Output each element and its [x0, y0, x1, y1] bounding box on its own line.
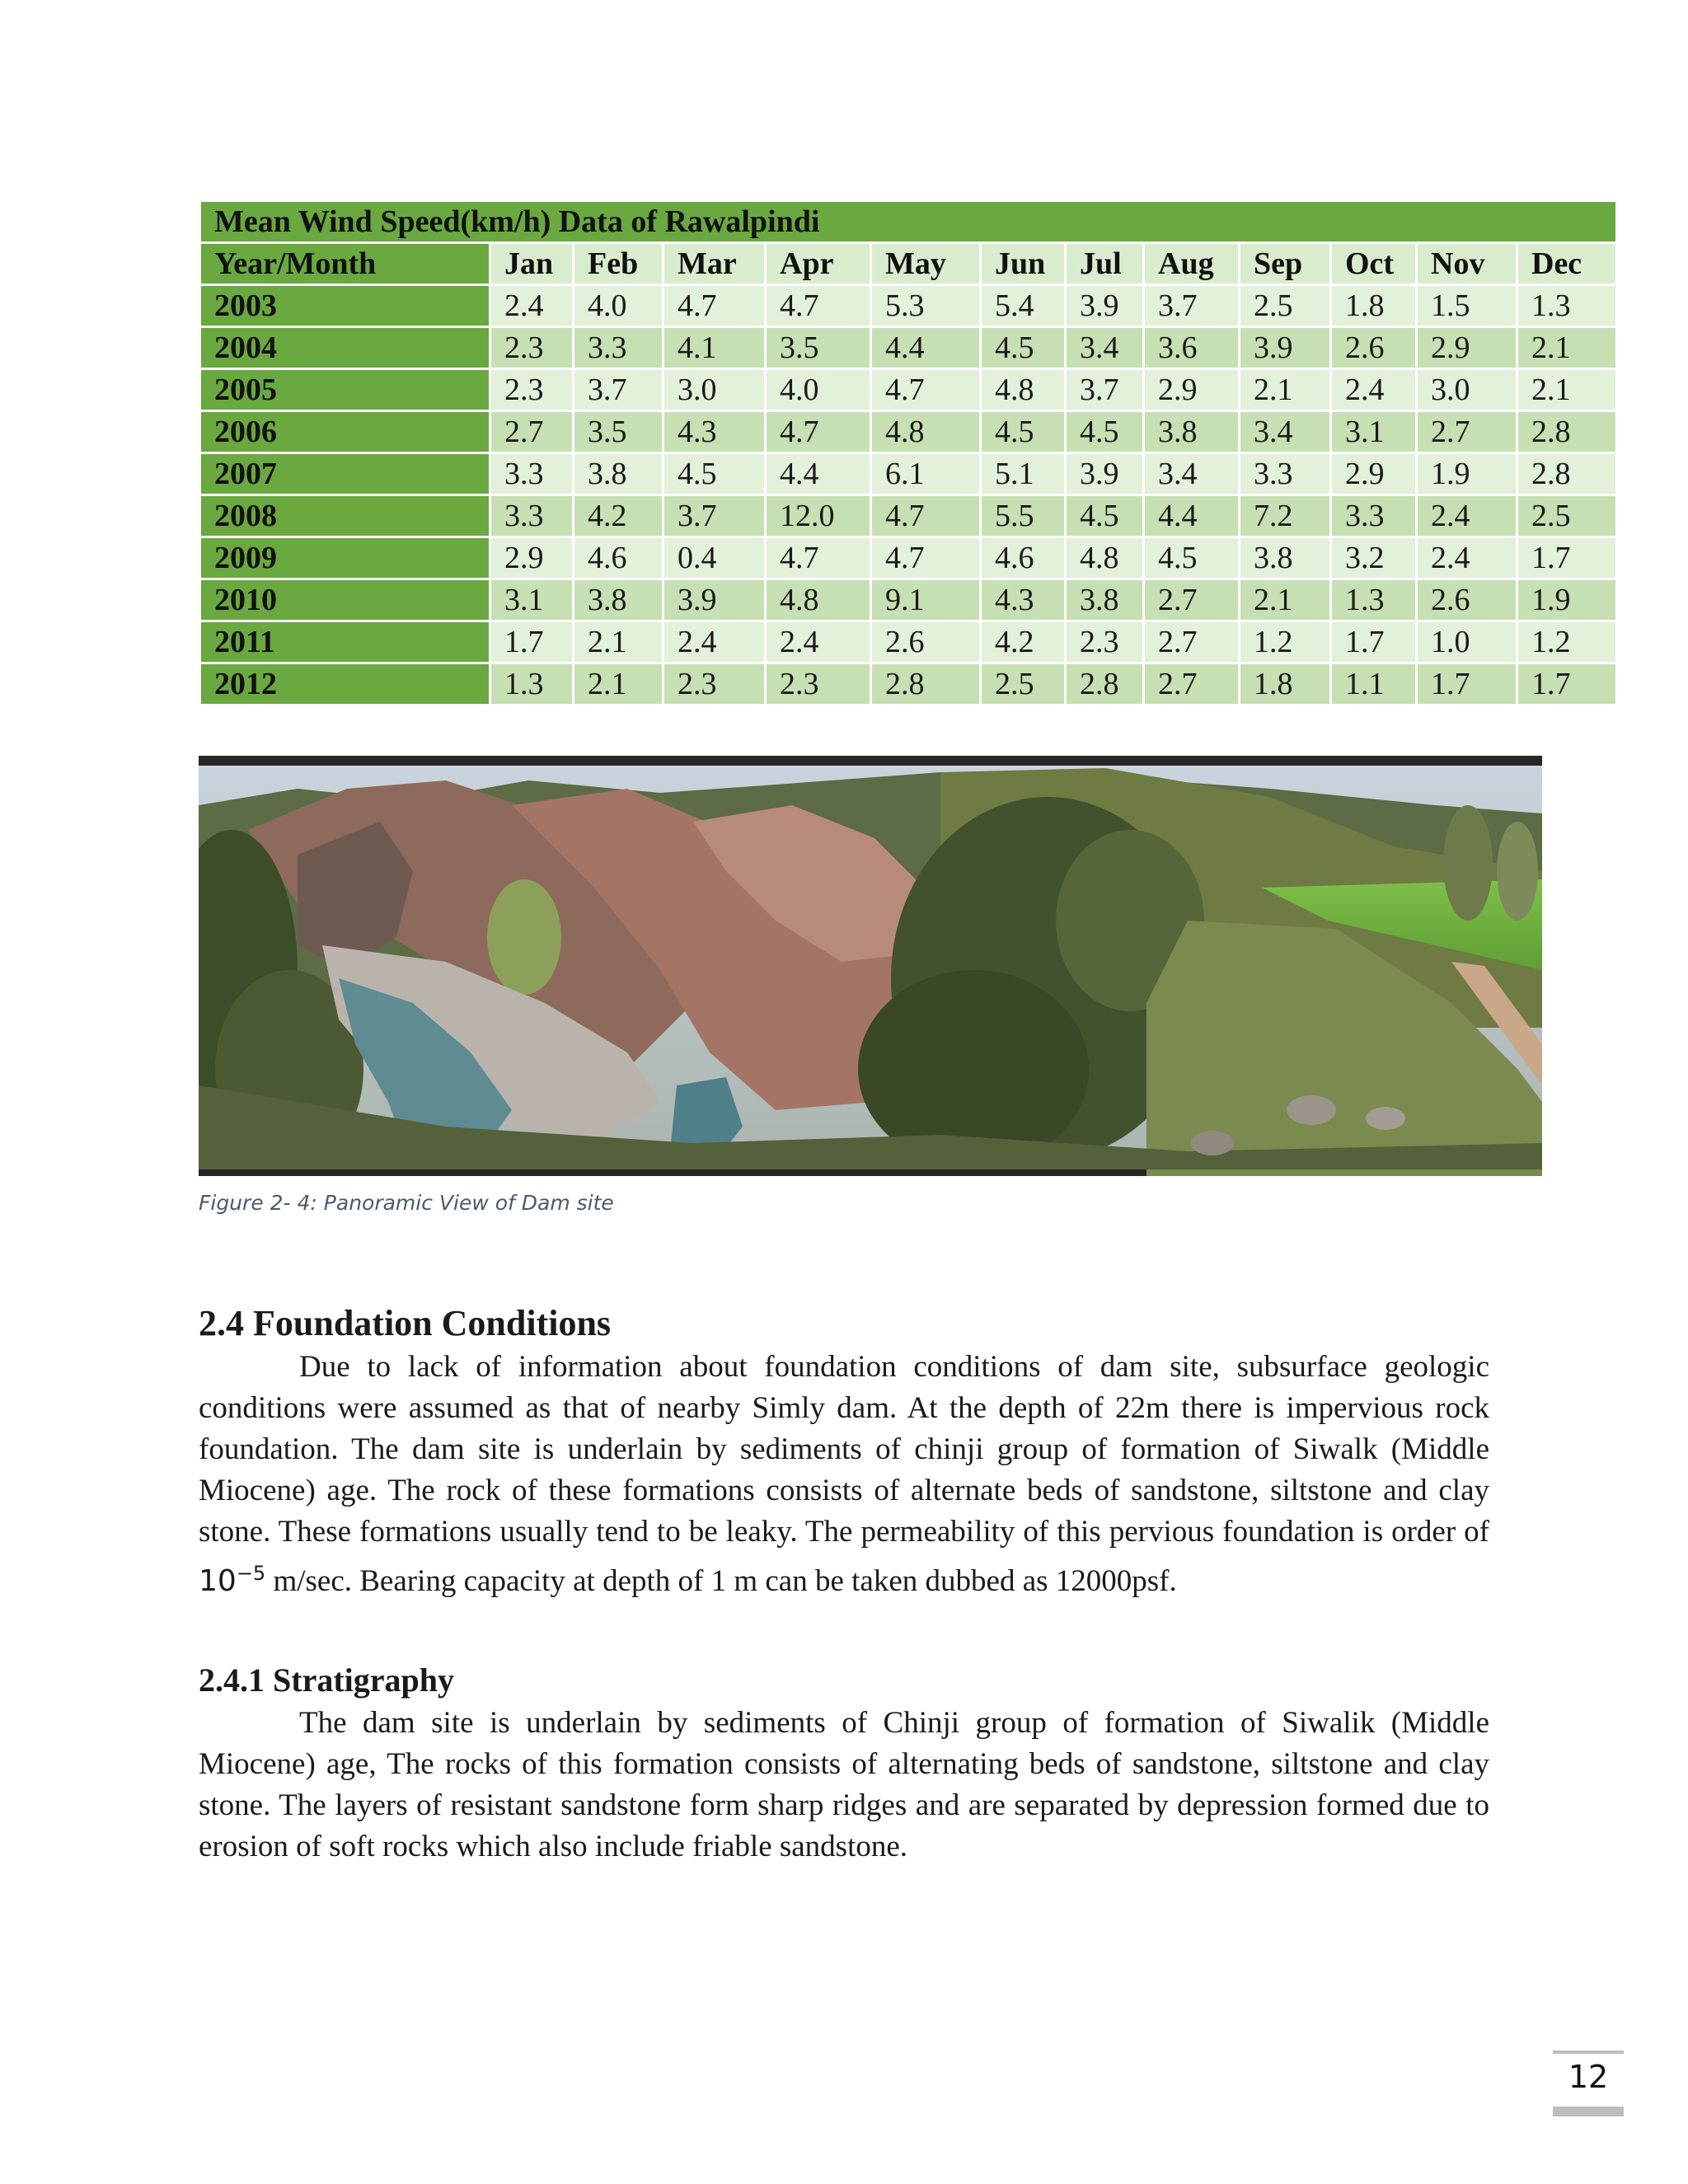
wind-speed-cell: 2.7	[490, 411, 574, 453]
year-cell: 2005	[200, 369, 490, 411]
wind-speed-cell: 4.7	[871, 537, 981, 579]
table-body	[200, 285, 1617, 705]
wind-speed-cell: 3.3	[1331, 495, 1417, 537]
exponent-base: 10	[199, 1564, 237, 1598]
wind-speed-cell: 2.4	[766, 621, 871, 663]
wind-speed-cell: 2.5	[1240, 285, 1331, 327]
wind-speed-cell: 2.4	[490, 285, 574, 327]
wind-speed-cell: 3.9	[1066, 453, 1144, 495]
wind-speed-cell: 2.8	[871, 663, 981, 705]
paragraph-text-continued: m/sec. Bearing capacity at depth of 1 m can be taken dubbed as 12000psf.	[265, 1564, 1177, 1598]
wind-speed-cell: 3.8	[574, 453, 663, 495]
wind-speed-cell: 2.7	[1144, 663, 1240, 705]
header-month: Jul	[1066, 243, 1144, 285]
wind-speed-cell: 2.3	[490, 327, 574, 369]
section-heading-foundation-conditions: 2.4 Foundation Conditions	[199, 1303, 612, 1343]
header-month: Feb	[574, 243, 663, 285]
paragraph-text: Due to lack of information about foundation conditions of dam site, subsurface geologic conditions were assumed as that of nearby Simly dam. At the depth of 22m there is impervious rock foundation. The dam site is underlain by sediments of chinji group of formation of Siwalk (Middle Miocene) age. The rock of these formations consists of alternate beds of sandstone, siltstone and clay stone. These formations usually tend to be leaky. The permeability of this pervious foundation is order of	[199, 1350, 1489, 1549]
wind-speed-cell: 3.7	[1066, 369, 1144, 411]
wind-speed-cell: 7.2	[1240, 495, 1331, 537]
year-cell: 2006	[200, 411, 490, 453]
wind-speed-cell: 5.3	[871, 285, 981, 327]
header-month: Aug	[1144, 243, 1240, 285]
year-cell: 2011	[200, 621, 490, 663]
wind-speed-cell: 4.4	[766, 453, 871, 495]
table-row	[200, 621, 1617, 663]
section-heading-stratigraphy: 2.4.1 Stratigraphy	[199, 1661, 454, 1699]
wind-speed-cell: 1.3	[490, 663, 574, 705]
wind-speed-cell: 3.3	[490, 453, 574, 495]
wind-speed-cell: 3.3	[490, 495, 574, 537]
wind-speed-cell: 3.6	[1144, 327, 1240, 369]
wind-speed-cell: 4.7	[663, 285, 766, 327]
year-cell: 2007	[200, 453, 490, 495]
header-month: Oct	[1331, 243, 1417, 285]
wind-speed-cell: 4.1	[663, 327, 766, 369]
wind-speed-cell: 4.5	[1066, 411, 1144, 453]
wind-speed-cell: 2.6	[1417, 579, 1517, 621]
wind-speed-cell: 3.5	[766, 327, 871, 369]
wind-speed-cell: 2.1	[1517, 369, 1617, 411]
stratigraphy-paragraph	[199, 1703, 1489, 1868]
table-title: Mean Wind Speed(km/h) Data of Rawalpindi	[200, 201, 1617, 243]
wind-speed-cell: 4.6	[981, 537, 1066, 579]
wind-speed-cell: 2.8	[1517, 411, 1617, 453]
year-cell: 2008	[200, 495, 490, 537]
wind-speed-cell: 4.7	[871, 495, 981, 537]
wind-speed-cell: 4.5	[1066, 495, 1144, 537]
wind-speed-cell: 3.7	[574, 369, 663, 411]
wind-speed-cell: 1.5	[1417, 285, 1517, 327]
wind-speed-cell: 1.2	[1240, 621, 1331, 663]
wind-speed-cell: 4.4	[1144, 495, 1240, 537]
wind-speed-cell: 4.4	[871, 327, 981, 369]
wind-speed-cell: 12.0	[766, 495, 871, 537]
wind-speed-cell: 1.1	[1331, 663, 1417, 705]
wind-speed-cell: 2.1	[574, 663, 663, 705]
wind-speed-cell: 4.8	[871, 411, 981, 453]
wind-speed-cell: 2.3	[490, 369, 574, 411]
wind-speed-cell: 3.4	[1066, 327, 1144, 369]
wind-speed-cell: 2.3	[766, 663, 871, 705]
year-cell: 2009	[200, 537, 490, 579]
wind-speed-cell: 4.7	[766, 537, 871, 579]
exponent-power: −5	[236, 1562, 266, 1585]
wind-speed-cell: 4.3	[663, 411, 766, 453]
table-row	[200, 327, 1617, 369]
wind-speed-cell: 2.3	[1066, 621, 1144, 663]
wind-speed-cell: 3.1	[1331, 411, 1417, 453]
wind-speed-cell: 3.4	[1240, 411, 1331, 453]
wind-speed-cell: 4.7	[766, 411, 871, 453]
wind-speed-cell: 2.4	[1331, 369, 1417, 411]
header-month: May	[871, 243, 981, 285]
wind-speed-cell: 4.5	[981, 327, 1066, 369]
wind-speed-cell: 2.4	[1417, 495, 1517, 537]
dam-site-panorama-image	[199, 756, 1542, 1176]
wind-speed-cell: 4.6	[574, 537, 663, 579]
wind-speed-cell: 4.8	[981, 369, 1066, 411]
year-cell: 2004	[200, 327, 490, 369]
wind-speed-cell: 2.7	[1417, 411, 1517, 453]
wind-speed-cell: 4.8	[1066, 537, 1144, 579]
year-cell: 2012	[200, 663, 490, 705]
wind-speed-cell: 3.8	[574, 579, 663, 621]
table-row	[200, 411, 1617, 453]
wind-speed-cell: 3.2	[1331, 537, 1417, 579]
wind-speed-cell: 2.9	[1417, 327, 1517, 369]
wind-speed-cell: 3.0	[1417, 369, 1517, 411]
wind-speed-cell: 6.1	[871, 453, 981, 495]
wind-speed-cell: 4.2	[981, 621, 1066, 663]
year-cell: 2010	[200, 579, 490, 621]
wind-speed-cell: 1.8	[1331, 285, 1417, 327]
paragraph-text: The dam site is underlain by sediments of Chinji group of formation of Siwalik (Middle Miocene) age, The rocks of this formation consists of alternating beds of sandstone, siltstone and clay stone. The layers of resistant sandstone form sharp ridges and are separated by depression formed due to erosion of soft rocks which also include friable sandstone.	[199, 1706, 1489, 1863]
wind-speed-cell: 1.9	[1417, 453, 1517, 495]
wind-speed-cell: 2.1	[574, 621, 663, 663]
wind-speed-cell: 1.7	[1331, 621, 1417, 663]
wind-speed-cell: 4.3	[981, 579, 1066, 621]
wind-speed-cell: 2.9	[490, 537, 574, 579]
wind-speed-cell: 4.2	[574, 495, 663, 537]
header-year-month: Year/Month	[200, 243, 490, 285]
table-row	[200, 579, 1617, 621]
foundation-conditions-paragraph	[199, 1347, 1489, 1602]
wind-speed-cell: 2.4	[663, 621, 766, 663]
page-number-top-rule	[1553, 2050, 1624, 2054]
wind-speed-cell: 1.7	[1517, 663, 1617, 705]
wind-speed-cell: 2.9	[1144, 369, 1240, 411]
header-month: Jun	[981, 243, 1066, 285]
table-row	[200, 537, 1617, 579]
wind-speed-cell: 3.3	[574, 327, 663, 369]
wind-speed-cell: 1.8	[1240, 663, 1331, 705]
wind-speed-cell: 1.3	[1331, 579, 1417, 621]
table-row	[200, 663, 1617, 705]
wind-speed-cell: 2.6	[871, 621, 981, 663]
page-number: 12	[1568, 2059, 1609, 2095]
wind-speed-cell: 5.4	[981, 285, 1066, 327]
wind-speed-cell: 3.7	[663, 495, 766, 537]
wind-speed-cell: 2.1	[1240, 579, 1331, 621]
wind-speed-cell: 0.4	[663, 537, 766, 579]
wind-speed-cell: 9.1	[871, 579, 981, 621]
wind-speed-cell: 4.0	[574, 285, 663, 327]
wind-speed-cell: 4.5	[1144, 537, 1240, 579]
wind-speed-cell: 1.7	[490, 621, 574, 663]
table-row	[200, 495, 1617, 537]
table-row	[200, 369, 1617, 411]
wind-speed-cell: 1.7	[1517, 537, 1617, 579]
header-month: Dec	[1517, 243, 1617, 285]
wind-speed-cell: 4.5	[981, 411, 1066, 453]
header-month: Apr	[766, 243, 871, 285]
wind-speed-cell: 4.0	[766, 369, 871, 411]
wind-speed-cell: 4.8	[766, 579, 871, 621]
wind-speed-cell: 3.7	[1144, 285, 1240, 327]
wind-speed-cell: 3.9	[1240, 327, 1331, 369]
header-month: Nov	[1417, 243, 1517, 285]
wind-speed-cell: 5.5	[981, 495, 1066, 537]
table-title-row	[200, 201, 1617, 243]
table-row	[200, 453, 1617, 495]
wind-speed-cell: 3.8	[1144, 411, 1240, 453]
wind-speed-cell: 3.4	[1144, 453, 1240, 495]
page-number-bottom-rule	[1553, 2107, 1624, 2116]
wind-speed-cell: 2.8	[1066, 663, 1144, 705]
wind-speed-cell: 3.3	[1240, 453, 1331, 495]
wind-speed-cell: 2.6	[1331, 327, 1417, 369]
wind-speed-cell: 3.8	[1240, 537, 1331, 579]
figure-caption: Figure 2- 4: Panoramic View of Dam site	[199, 1191, 614, 1215]
wind-speed-cell: 2.9	[1331, 453, 1417, 495]
wind-speed-cell: 3.5	[574, 411, 663, 453]
wind-speed-cell: 2.4	[1417, 537, 1517, 579]
permeability-value	[199, 1564, 265, 1598]
wind-speed-cell: 3.1	[490, 579, 574, 621]
wind-speed-cell: 2.7	[1144, 621, 1240, 663]
wind-speed-cell: 2.1	[1240, 369, 1331, 411]
wind-speed-cell: 4.5	[663, 453, 766, 495]
wind-speed-cell: 2.1	[1517, 327, 1617, 369]
wind-speed-cell: 3.9	[663, 579, 766, 621]
wind-speed-cell: 2.5	[1517, 495, 1617, 537]
header-month: Sep	[1240, 243, 1331, 285]
table-header-row	[200, 243, 1617, 285]
wind-speed-cell: 4.7	[766, 285, 871, 327]
wind-speed-cell: 2.5	[981, 663, 1066, 705]
wind-speed-cell: 4.7	[871, 369, 981, 411]
header-month: Mar	[663, 243, 766, 285]
wind-speed-cell: 3.9	[1066, 285, 1144, 327]
wind-speed-cell: 1.2	[1517, 621, 1617, 663]
wind-speed-cell: 1.9	[1517, 579, 1617, 621]
wind-speed-cell: 1.0	[1417, 621, 1517, 663]
wind-speed-cell: 1.3	[1517, 285, 1617, 327]
wind-speed-cell: 2.8	[1517, 453, 1617, 495]
table-row	[200, 285, 1617, 327]
panorama-drawing	[199, 756, 1542, 1176]
wind-speed-cell: 3.8	[1066, 579, 1144, 621]
header-month: Jan	[490, 243, 574, 285]
wind-speed-cell: 1.7	[1417, 663, 1517, 705]
wind-speed-cell: 2.7	[1144, 579, 1240, 621]
wind-speed-table	[199, 199, 1618, 706]
wind-speed-cell: 5.1	[981, 453, 1066, 495]
wind-speed-cell: 3.0	[663, 369, 766, 411]
year-cell: 2003	[200, 285, 490, 327]
wind-speed-cell: 2.3	[663, 663, 766, 705]
